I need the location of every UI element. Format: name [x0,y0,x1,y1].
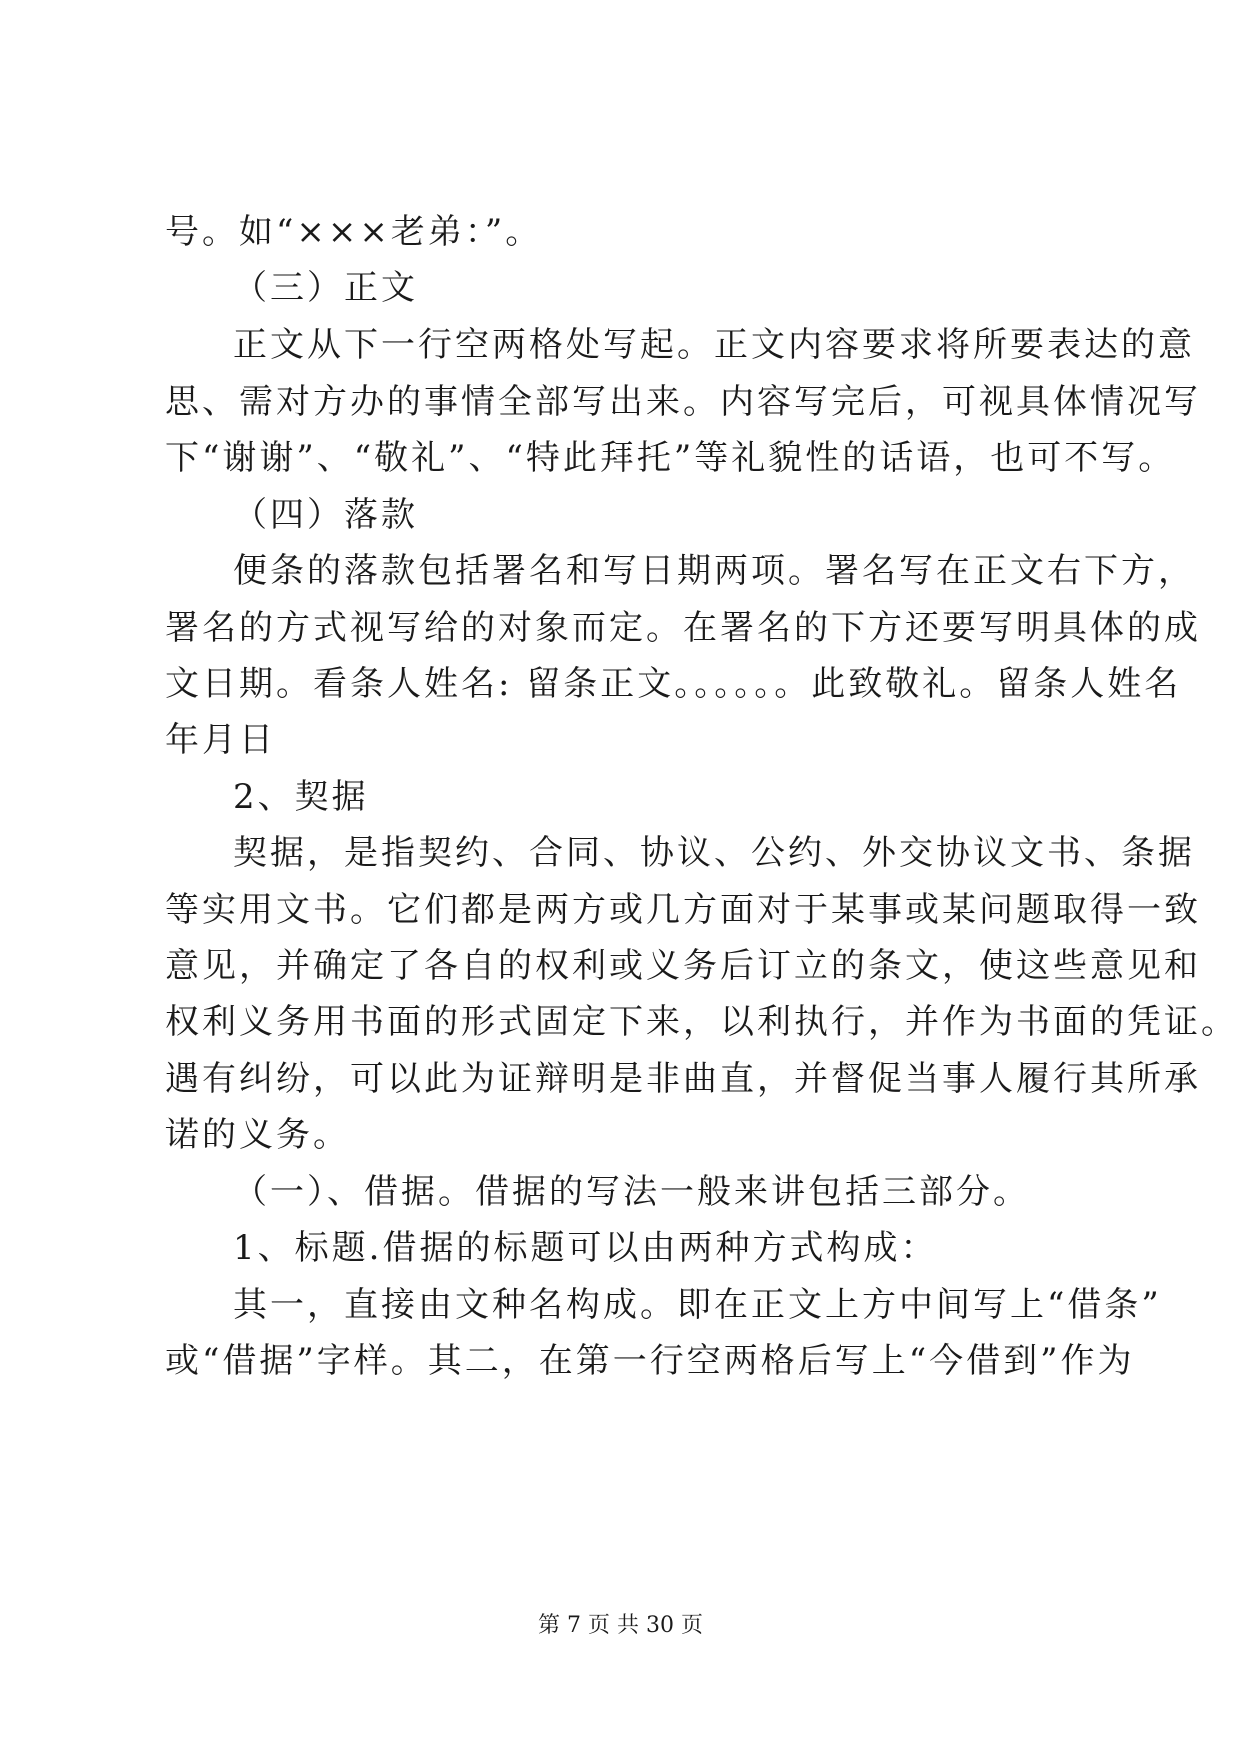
body-line: 等实用文书。它们都是两方或几方面对于某事或某问题取得一致 [165,890,1201,930]
body-line: 遇有纠纷，可以此为证辩明是非曲直，并督促当事人履行其所承 [165,1059,1201,1099]
body-line: 或“借据”字样。其二，在第一行空两格后写上“今借到”作为 [165,1341,1135,1381]
body-line: 思、需对方办的事情全部写出来。内容写完后，可视具体情况写 [165,382,1201,422]
body-line: 年月日 [165,720,276,760]
section-heading: （四）落款 [233,495,418,535]
body-line: 正文从下一行空两格处写起。正文内容要求将所要表达的意 [233,325,1195,365]
body-line: 契据，是指契约、合同、协议、公约、外交协议文书、条据 [233,833,1195,873]
body-line: 诺的义务。 [165,1115,350,1155]
body-line: 其一，直接由文种名构成。即在正文上方中间写上“借条” [233,1285,1162,1325]
body-line: 署名的方式视写给的对象而定。在署名的下方还要写明具体的成 [165,608,1201,648]
section-heading: （一）、借据。借据的写法一般来讲包括三部分。 [233,1172,1030,1212]
body-line: 下“谢谢”、“敬礼”、“特此拜托”等礼貌性的话语，也可不写。 [165,438,1176,478]
body-line: 便条的落款包括署名和写日期两项。署名写在正文右下方， [233,551,1195,591]
body-line: 意见，并确定了各自的权利或义务后订立的条文，使这些意见和 [165,946,1201,986]
page-number-footer: 第 7 页 共 30 页 [538,1613,703,1638]
body-line: 号。如“×××老弟：”。 [165,212,543,252]
body-line: 权利义务用书面的形式固定下来，以利执行，并作为书面的凭证。 [165,1002,1238,1042]
body-line: 文日期。看条人姓名: 留条正文。。。。。。此致敬礼。留条人姓名 [165,664,1182,704]
section-heading: 2、契据 [233,777,369,817]
body-line: 1、标题.借据的标题可以由两种方式构成： [233,1228,938,1268]
section-heading: （三）正文 [233,268,418,308]
